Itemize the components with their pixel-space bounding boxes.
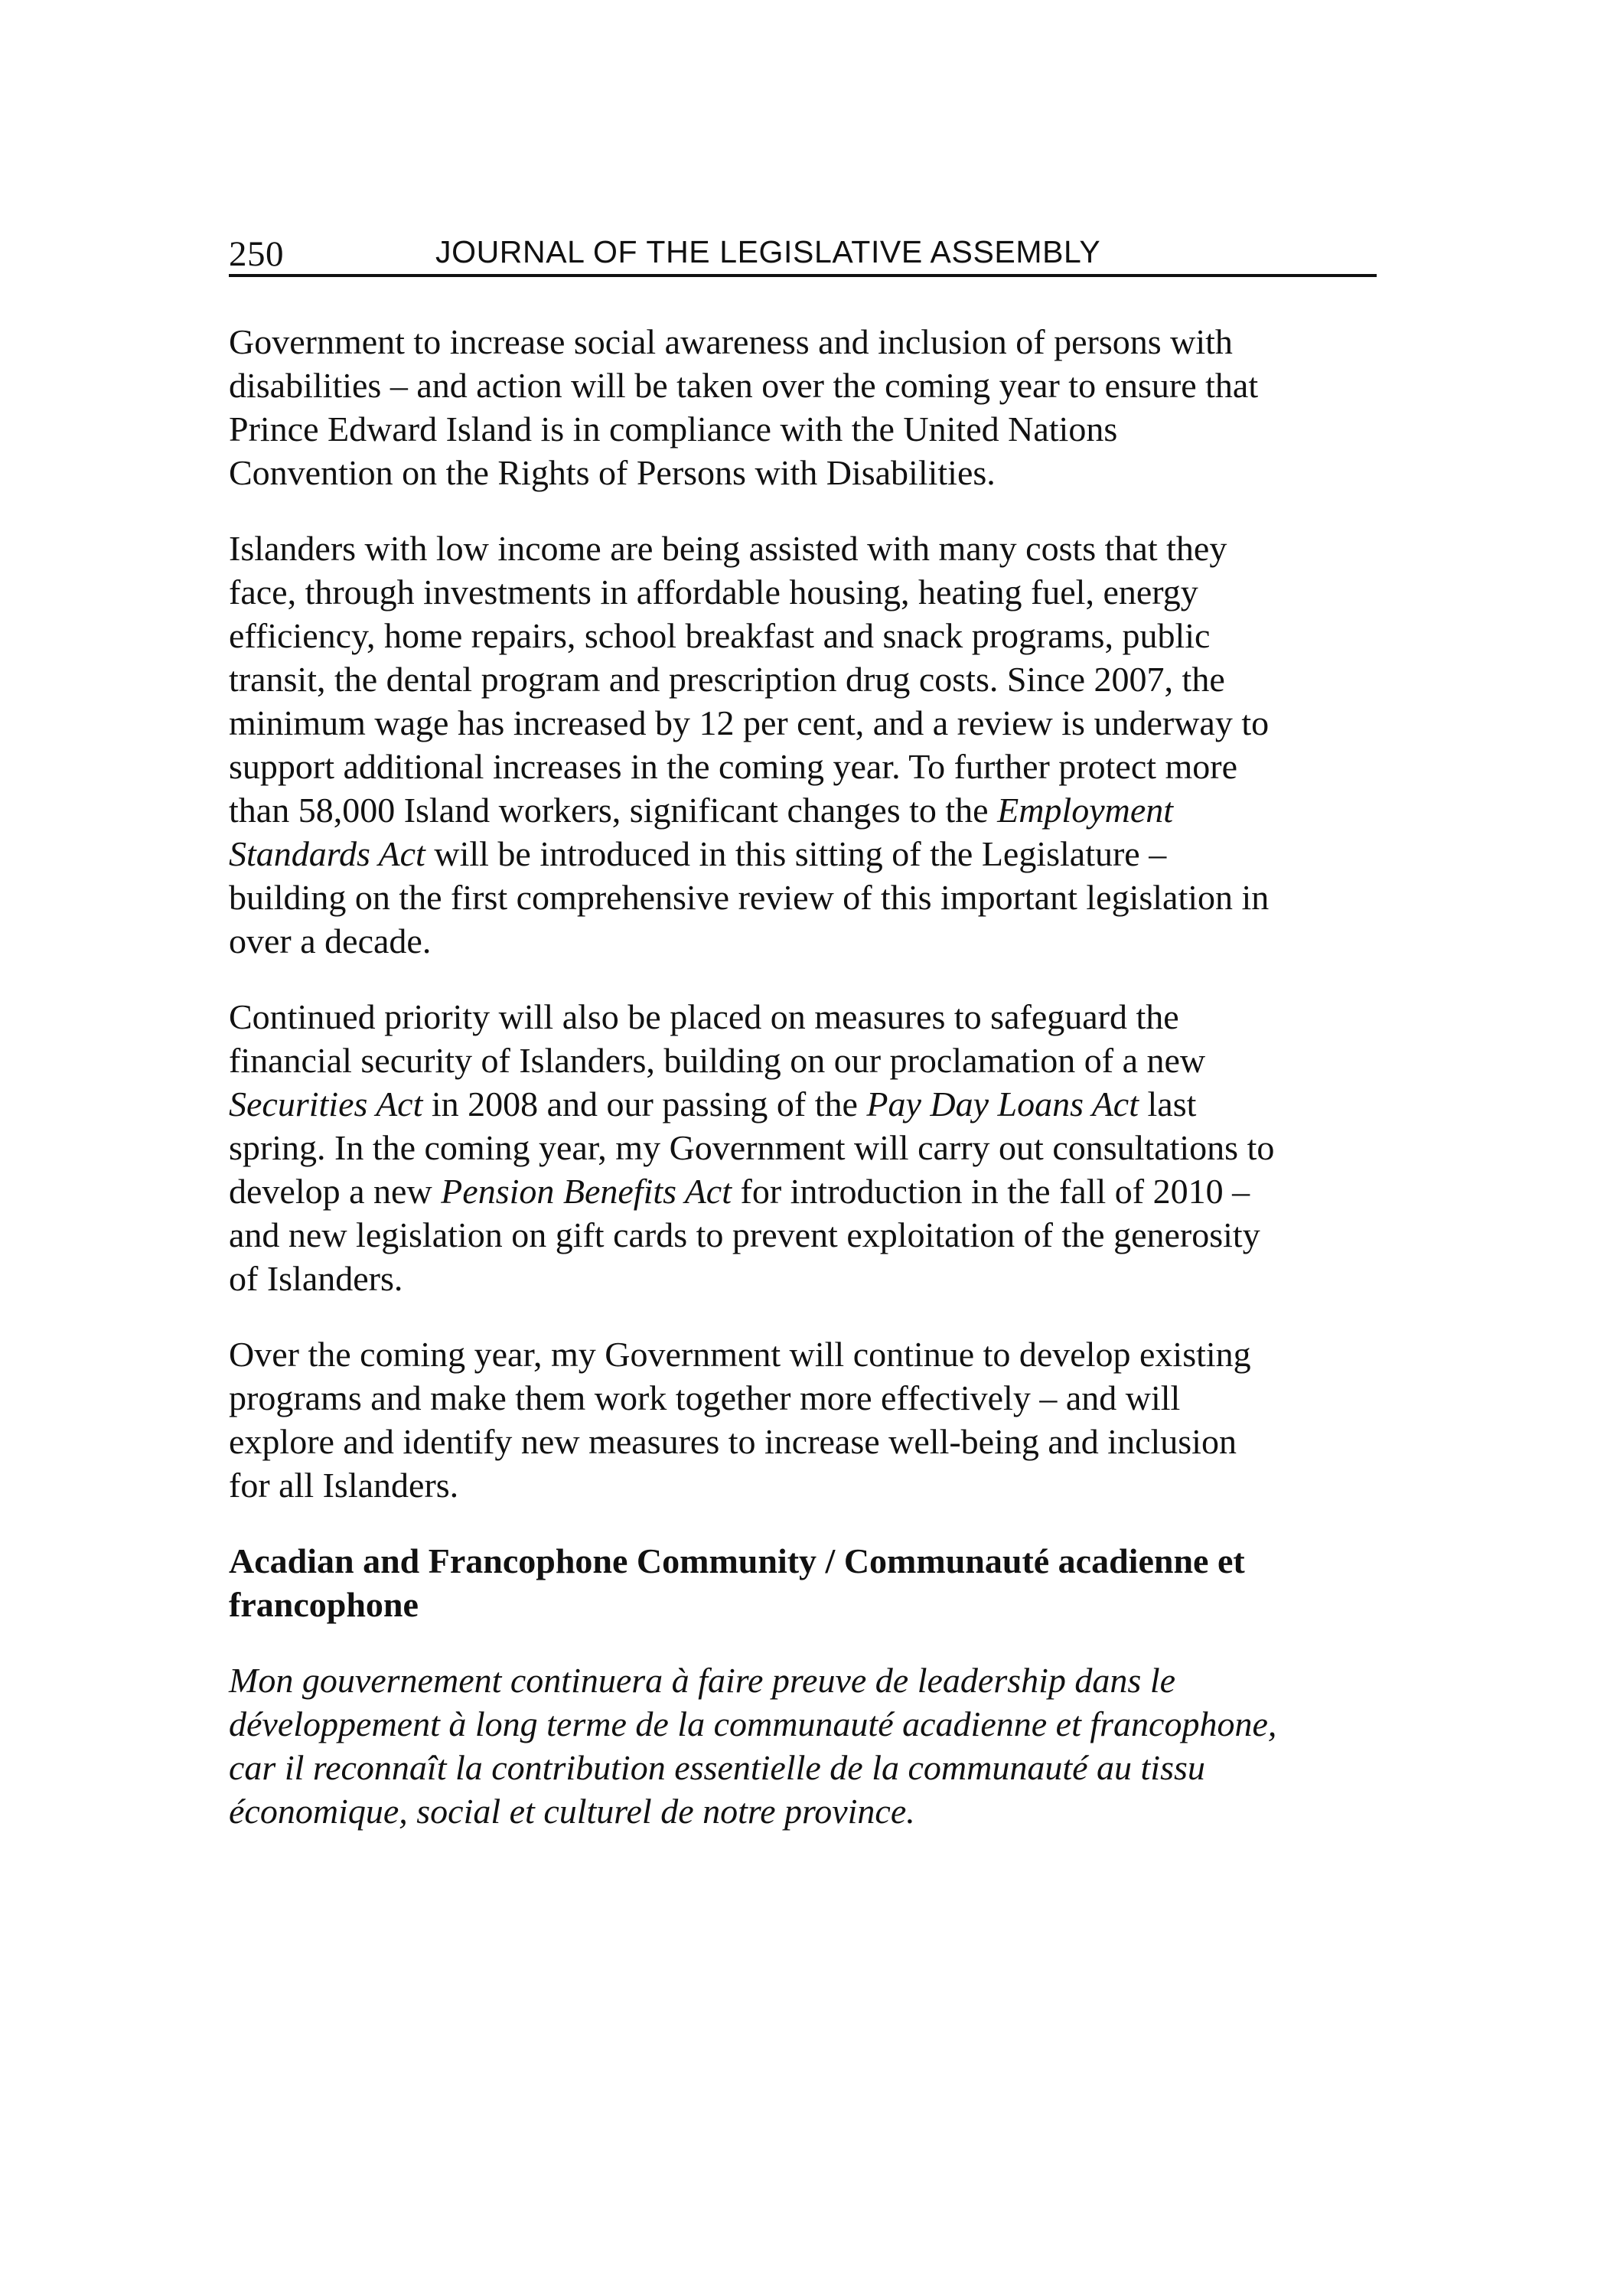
text-line [229, 745, 1377, 788]
act-title: Pay Day Loans Act [866, 1084, 1139, 1124]
text-line: car il reconnaît la contribution essentielle de la communauté au tissu [229, 1748, 1205, 1787]
text-run: financial security of Islanders, building on our proclamation of a new [229, 1041, 1206, 1080]
text-line [229, 995, 1377, 1039]
act-title: Employment [997, 791, 1174, 830]
text-line [229, 1169, 1377, 1213]
running-header [229, 227, 1377, 277]
text-line [229, 919, 1377, 963]
text-run: Over the coming year, my Government will continue to develop existing [229, 1335, 1251, 1374]
text-run: Islanders with low income are being assisted with many costs that they [229, 529, 1227, 568]
text-run: Government to increase social awareness and inclusion of persons with [229, 322, 1233, 361]
text-run: for all Islanders. [229, 1466, 459, 1505]
text-line [229, 1039, 1377, 1082]
text-run: for introduction in the fall of 2010 – [732, 1172, 1250, 1211]
text-line [229, 1213, 1377, 1257]
text-run: face, through investments in affordable housing, heating fuel, energy [229, 572, 1198, 612]
paragraph-coming-year [229, 1332, 1377, 1507]
text-line: Mon gouvernement continuera à faire preuve de leadership dans le [229, 1661, 1176, 1700]
text-run: transit, the dental program and prescription drug costs. Since 2007, the [229, 660, 1225, 699]
paragraph-financial-security [229, 995, 1377, 1300]
act-title: Pension Benefits Act [441, 1172, 732, 1211]
text-run: explore and identify new measures to increase well-being and inclusion [229, 1422, 1237, 1461]
text-run: last [1139, 1084, 1197, 1124]
text-line [229, 364, 1377, 407]
act-title: Standards Act [229, 834, 425, 873]
section-heading [229, 1539, 1377, 1626]
text-run: of Islanders. [229, 1259, 403, 1298]
text-run: programs and make them work together more effectively – and will [229, 1378, 1181, 1417]
text-run: develop a new [229, 1172, 442, 1211]
text-run: disabilities – and action will be taken over the coming year to ensure that [229, 366, 1259, 405]
text-run: and new legislation on gift cards to prevent exploitation of the generosity [229, 1215, 1260, 1254]
text-run: Prince Edward Island is in compliance with the United Nations [229, 409, 1118, 448]
paragraph-disabilities [229, 320, 1377, 494]
act-title: Securities Act [229, 1084, 423, 1124]
paragraph-low-income [229, 527, 1377, 963]
text-run: will be introduced in this sitting of the Legislature – [425, 834, 1167, 873]
text-run: Convention on the Rights of Persons with Disabilities. [229, 453, 996, 492]
text-line [229, 451, 1377, 494]
text-line [229, 1376, 1377, 1420]
journal-title: JOURNAL OF THE LEGISLATIVE ASSEMBLY [435, 234, 1101, 269]
text-run: building on the first comprehensive review of this important legislation in [229, 878, 1270, 917]
text-run: minimum wage has increased by 12 per cent, and a review is underway to [229, 703, 1270, 742]
text-line [229, 407, 1377, 451]
text-line [229, 614, 1377, 657]
page-number: 250 [229, 234, 284, 274]
text-line [229, 876, 1377, 919]
text-line [229, 1126, 1377, 1169]
text-line [229, 320, 1377, 364]
text-run: support additional increases in the coming year. To further protect more [229, 747, 1238, 786]
text-line [229, 1463, 1377, 1507]
body-text [229, 320, 1377, 1865]
text-line [229, 788, 1377, 832]
text-run: over a decade. [229, 921, 432, 960]
text-run: spring. In the coming year, my Government will carry out consultations to [229, 1128, 1275, 1167]
text-run: than 58,000 Island workers, significant changes to the [229, 791, 998, 830]
text-line: économique, social et culturel de notre province. [229, 1792, 915, 1831]
text-run: Continued priority will also be placed on measures to safeguard the [229, 997, 1179, 1036]
text-line [229, 657, 1377, 701]
text-line [229, 1257, 1377, 1300]
text-line: développement à long terme de la communauté acadienne et francophone, [229, 1704, 1277, 1743]
text-line [229, 832, 1377, 876]
text-line [229, 527, 1377, 570]
paragraph-french [229, 1658, 1377, 1833]
heading-line: francophone [229, 1585, 419, 1624]
heading-line: Acadian and Francophone Community / Communauté acadienne et [229, 1541, 1245, 1580]
text-line [229, 1082, 1377, 1126]
text-line [229, 701, 1377, 745]
text-line [229, 1332, 1377, 1376]
text-run: efficiency, home repairs, school breakfast and snack programs, public [229, 616, 1211, 655]
text-line [229, 1420, 1377, 1463]
text-run: in 2008 and our passing of the [422, 1084, 867, 1124]
text-line [229, 570, 1377, 614]
